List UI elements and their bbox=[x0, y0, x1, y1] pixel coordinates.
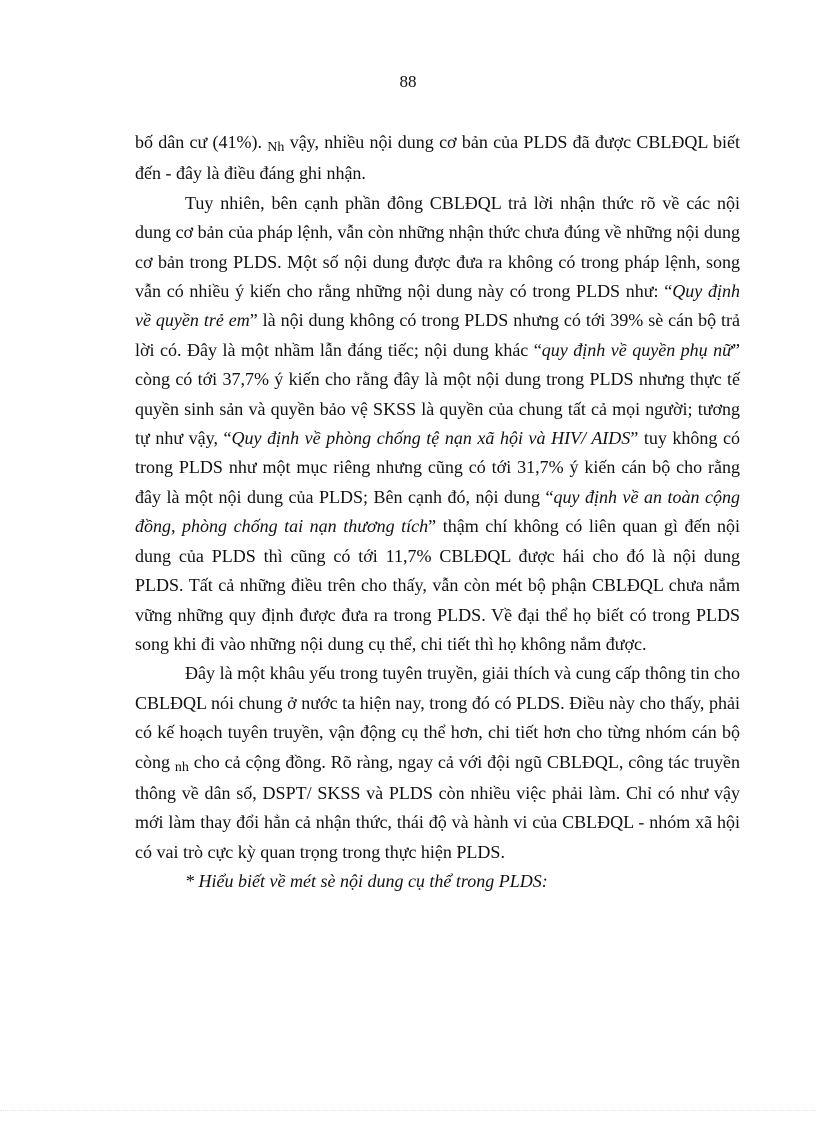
text-run: ” tuy không có trong PLDS như một mục riêng nhưng cũng có tới 31,7% ý kiến cán bộ cho rằng đây là một nội dung của PLDS; Bên cạnh đó, nội dung “ bbox=[135, 428, 740, 507]
text-run: Tuy nhiên, bên cạnh phần đông CBLĐQL trả lời nhận thức rõ về các nội dung cơ bản của pháp lệnh, vẫn còn những nhận thức chưa đúng về những nội dung cơ bản trong PLDS. Một số nội dung được đưa ra không có trong pháp lệnh, song vẫn có nhiều ý kiến cho rằng những nội dung này có trong PLDS như: “ bbox=[135, 192, 740, 302]
page-bottom-divider bbox=[0, 1110, 816, 1111]
page-number: 88 bbox=[399, 72, 417, 91]
paragraph-3 bbox=[135, 659, 740, 867]
italic-quote: quy định về an toàn cộng đồng, phòng chống tai nạn thương tích bbox=[135, 486, 740, 537]
italic-quote: quy định về quyền phụ nữ bbox=[541, 339, 732, 360]
text-run: ” là nội dung không có trong PLDS nhưng có tới 39% sè cán bộ trả lời có. Đây là một nhầm lẫn đáng tiếc; nội dung khác “ bbox=[135, 310, 740, 360]
italic-quote: Quy định về quyền trẻ em bbox=[135, 281, 740, 331]
section-subheading: * Hiểu biết về mét sè nội dung cụ thể trong PLDS: bbox=[185, 871, 548, 892]
text-run: Đây là một khâu yếu trong tuyên truyền, giải thích và cung cấp thông tin cho CBLĐQL nói chung ở nước ta hiện nay, trong đó có PLDS. Điều này cho thấy, phải có kế hoạch tuyên truyền, vận động cụ thể hơn, chi tiết hơn cho từng nhóm cán bộ còng bbox=[135, 663, 740, 772]
text-run-fragment: Nh bbox=[267, 140, 285, 155]
text-run-fragment: nh bbox=[174, 759, 189, 775]
paragraph-2 bbox=[135, 189, 740, 660]
text-run: ” thậm chí không có liên quan gì đến nội dung của PLDS thì cũng có tới 11,7% CBLĐQL được hái cho đó là nội dung PLDS. Tất cả những điều trên cho thấy, vẫn còn mét bộ phận CBLĐQL chưa nắm vững những quy định được đưa ra trong PLDS. Về đại thể họ biết có trong PLDS song khi đi vào những nội dung cụ thể, chi tiết thì họ không nắm được. bbox=[135, 516, 740, 654]
text-run: vậy, nhiều nội dung cơ bản của PLDS đã được CBLĐQL biết đến - đây là điều đáng ghi nhận. bbox=[135, 132, 740, 184]
text-run: ” còng có tới 37,7% ý kiến cho rằng đây là một nội dung trong PLDS nhưng thực tế quyền sinh sản và quyền bảo vệ SKSS là quyền của chung tất cả mọi người; tương tự như vậy, “ bbox=[135, 339, 740, 449]
text-run: cho cả cộng đồng. Rõ ràng, ngay cả với đội ngũ CBLĐQL, công tác truyền thông về dân số, DSPT/ SKSS và PLDS còn nhiều việc phải làm. Chỉ có như vậy mới làm thay đổi hẳn cả nhận thức, thái độ và hành vi của CBLĐQL - nhóm xã hội có vai trò cực kỳ quan trọng trong thực hiện PLDS. bbox=[135, 751, 740, 862]
italic-quote: Quy định về phòng chống tệ nạn xã hội và HIV/ AIDS bbox=[231, 428, 631, 449]
paragraph-1 bbox=[135, 128, 740, 189]
text-run: bố dân cư (41%). bbox=[135, 132, 268, 152]
document-body bbox=[135, 128, 740, 897]
